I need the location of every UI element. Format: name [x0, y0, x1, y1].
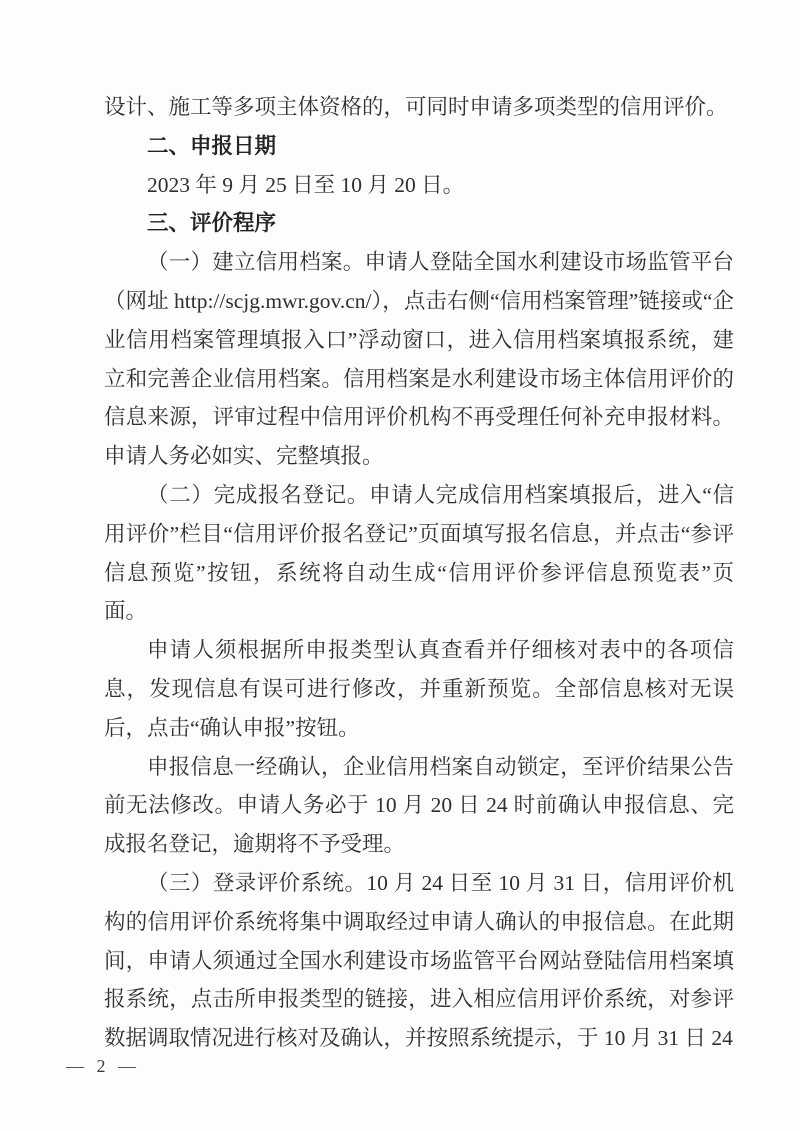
paragraph-step-1: （一）建立信用档案。申请人登陆全国水利建设市场监管平台（网址 http://scjg.mwr.gov.cn/），点击右侧“信用档案管理”链接或“企业信用档案管理填报入口”浮动窗口，进入信用档案填报系统，建立和完善企业信用档案。信用档案是水利建设市场主体信用评价的信息来源，评审过程中信用评价机构不再受理任何补充申报材料。申请人务必如实、完整填报。 — [104, 250, 734, 469]
paragraph-step-3: （三）登录评价系统。10 月 24 日至 10 月 31 日，信用评价机构的信用评价系统将集中调取经过申请人确认的申报信息。在此期间，申请人须通过全国水利建设市场监管平台网站登陆信用档案填报系统，点击所申报类型的链接，进入相应信用评价系统，对参评数据调取情况进行核对及确认，并按照系统提示，于 10 月 31 日 24 — [104, 870, 734, 1051]
document-body — [104, 88, 734, 1058]
paragraph-continuation: 设计、施工等多项主体资格的，可同时申请多项类型的信用评价。 — [104, 95, 728, 119]
section-heading-evaluation-procedure: 三、评价程序 — [147, 211, 277, 236]
paragraph-step-2-note-1: 申请人须根据所申报类型认真查看并仔细核对表中的各项信息，发现信息有误可进行修改，并重新预览。全部信息核对无误后，点击“确认申报”按钮。 — [104, 638, 734, 740]
paragraph-step-2: （二）完成报名登记。申请人完成信用档案填报后，进入“信用评价”栏目“信用评价报名登记”页面填写报名信息，并点击“参评信息预览”按钮，系统将自动生成“信用评价参评信息预览表”页面。 — [104, 482, 734, 624]
date-range-text: 2023 年 9 月 25 日至 10 月 20 日。 — [147, 172, 465, 197]
page-number: — 2 — — [66, 1056, 140, 1076]
section-heading-declaration-date: 二、申报日期 — [147, 133, 277, 158]
paragraph-step-2-note-2: 申报信息一经确认，企业信用档案自动锁定，至评价结果公告前无法修改。申请人务必于 10 月 20 日 24 时前确认申报信息、完成报名登记，逾期将不予受理。 — [104, 754, 734, 857]
